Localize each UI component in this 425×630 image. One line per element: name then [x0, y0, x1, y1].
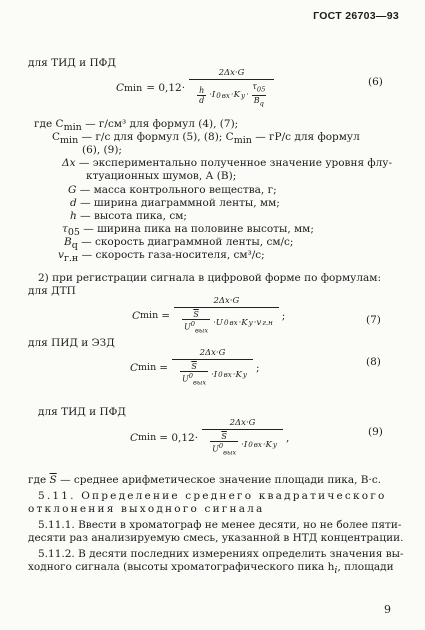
section-5-11-title-1 — [38, 490, 387, 503]
eq6-i: ·I — [209, 90, 216, 101]
eq8-i: ·I — [211, 369, 218, 380]
eq6-b — [252, 95, 266, 109]
eq7-u-sym: U — [184, 322, 191, 332]
def-sym: h — [70, 210, 77, 222]
paragraph-digital: 2) при регистрации сигнала в цифровой форме по формулам: — [38, 272, 381, 284]
eq8-fraction — [172, 348, 253, 387]
eq9-s: $\overline{S}$ — [221, 432, 227, 441]
eq6-tau — [252, 82, 265, 95]
def-g — [68, 184, 277, 197]
eq7-lhs-sub: min — [140, 310, 159, 322]
def-text: — ширина диаграммной ленты, мм; — [80, 197, 280, 209]
eq9-u-sup: 0 — [218, 442, 224, 450]
equation-8 — [130, 348, 260, 387]
eq6-tau-sym: τ — [252, 82, 257, 91]
eq6-coef: = 0,12· — [146, 82, 186, 95]
def-sym: где C — [34, 118, 64, 130]
eq8-denominator — [172, 359, 253, 387]
eq9-k-sub: у — [272, 440, 278, 450]
eq9-u — [210, 441, 238, 457]
eq6-k-sub: у — [240, 90, 246, 100]
def-s-sym: $\overline{S}$ — [49, 474, 57, 486]
eq8-equals: = — [159, 361, 169, 374]
def-sym: τ — [62, 223, 68, 235]
eq8-numerator: 2Δx·G — [199, 348, 226, 358]
eq7-v: ·v — [253, 317, 262, 328]
def-sym-sub: г.н — [63, 253, 79, 265]
eq8-lhs-sub: min — [138, 362, 157, 374]
eq9-denominator — [202, 429, 283, 457]
def-sym-sub: min — [63, 122, 82, 134]
para-5-11-2-text: ходного сигнала (высоты хроматографического пика h — [28, 561, 335, 573]
formula-intro-8: для ПИД и ЭЗД — [28, 337, 115, 349]
def-h — [70, 210, 187, 223]
def-d — [70, 197, 280, 210]
eq6-lhs: C — [116, 82, 125, 95]
def-s-text: — среднее арифметическое значение площади пика, В·с. — [56, 474, 382, 486]
eq7-u-sub: вых — [195, 326, 209, 335]
eq9-lhs-sub: min — [138, 432, 157, 444]
eq8-s: $\overline{S}$ — [191, 362, 197, 371]
eq9-equals: = 0,12· — [159, 431, 199, 444]
eq9-s-over-u — [210, 432, 238, 457]
eq8-u-sub: вых — [193, 378, 207, 387]
eq7-uvx: ·U — [213, 317, 223, 328]
equation-number-8: (8) — [366, 356, 381, 368]
para-5-11-2-line1: 5.11.2. В десяти последних измерениях определить значения вы- — [38, 548, 404, 560]
eq6-d: d — [199, 95, 205, 105]
eq6-b-sub: q — [259, 99, 264, 108]
equation-number-6: (6) — [368, 76, 383, 88]
eq8-k-sub: у — [242, 370, 247, 380]
eq7-s: $\overline{S}$ — [193, 310, 199, 319]
def-dx-cont: ктуационных шумов, А (В); — [86, 170, 237, 182]
def-sym-sub: min — [60, 135, 79, 147]
eq6-h-over-d — [197, 86, 206, 105]
def-sym: d — [70, 197, 77, 209]
section-5-11-title-2 — [28, 503, 264, 516]
def-s-where: где — [28, 474, 50, 486]
def-sym: G — [68, 184, 77, 196]
para-5-11-1-line2: десяти раз анализируемую смесь, указанной в НТД концентрации. — [28, 532, 404, 544]
eq8-i-sup: 0 — [218, 370, 223, 380]
eq8-u-sup: 0 — [188, 372, 194, 380]
page-number: 9 — [384, 603, 391, 616]
section-5-11-title-1-text: 5.11. Определение среднего квадратического — [38, 490, 387, 502]
eq9-tail: , — [286, 431, 290, 444]
eq8-u — [180, 371, 208, 387]
def-text: — экспериментально полученное значение уровня флу- — [78, 157, 393, 169]
eq7-k: ·K — [238, 317, 248, 328]
formula-intro-6: для ТИД и ПФД — [28, 57, 116, 69]
def-text: — скорость диаграммной ленты, см/с; — [81, 236, 294, 248]
eq6-numerator: 2Δx·G — [218, 68, 245, 78]
eq7-uvx-sup: 0 — [223, 318, 229, 328]
formula-intro-7: для ДТП — [28, 285, 76, 297]
eq8-i-sub: вх — [223, 370, 232, 380]
def-text: — скорость газа-носителя, см³/с; — [81, 249, 265, 261]
def-sym: C — [52, 131, 61, 143]
eq6-h: h — [199, 85, 205, 95]
eq6-fraction — [189, 68, 274, 108]
eq7-u-sup: 0 — [190, 320, 196, 328]
eq6-b-sym: B — [253, 95, 260, 105]
def-text: — масса контрольного вещества, г; — [79, 184, 277, 196]
para-5-11-1-line1: 5.11.1. Ввести в хроматограф не менее десяти, но не более пяти- — [38, 519, 402, 531]
equation-9 — [130, 418, 289, 457]
eq6-tau-over-b — [252, 82, 266, 108]
def-text: — г/см³ для формул (4), (7); — [85, 118, 239, 130]
equation-number-9: (9) — [368, 426, 383, 438]
eq9-numerator: 2Δx·G — [229, 418, 256, 428]
eq7-lhs: C — [132, 309, 141, 322]
para-5-11-2-end: , площади — [337, 561, 394, 573]
eq9-u-sym: U — [212, 444, 219, 454]
eq6-i-sup: 0 — [216, 90, 221, 100]
eq7-uvx-sub: вх — [229, 318, 238, 328]
eq6-dot: · — [246, 90, 249, 101]
def-vgn — [58, 249, 265, 265]
para-5-11-2-line2 — [28, 561, 394, 577]
eq7-k-sub: у — [248, 318, 253, 328]
def-text: — г/с для формул (5), (8); C — [81, 131, 234, 143]
eq7-v-sub: г.н — [262, 318, 273, 328]
def-sym: Δx — [62, 157, 76, 169]
def-sym-sub: q — [71, 240, 78, 252]
def-text: — высота пика, см; — [80, 210, 187, 222]
equation-number-7: (7) — [366, 314, 381, 326]
def-sym: v — [58, 249, 64, 261]
def-text-end: — гР/с для формул — [255, 131, 360, 143]
eq6-i-sub: вх — [221, 90, 230, 100]
eq8-lhs: C — [130, 361, 139, 374]
eq9-i-sup: 0 — [248, 440, 253, 450]
eq9-i: ·I — [241, 439, 248, 450]
eq9-k: ·K — [262, 439, 272, 450]
equation-7 — [132, 296, 285, 335]
eq7-fraction — [174, 296, 279, 335]
eq7-s-over-u — [182, 310, 210, 335]
eq8-u-sym: U — [182, 374, 189, 384]
def-sym: B — [64, 236, 72, 248]
eq7-numerator: 2Δx·G — [213, 296, 240, 306]
def-dx — [62, 157, 392, 170]
eq6-k: ·K — [230, 90, 240, 101]
equation-6 — [116, 68, 274, 108]
def-s-mean — [28, 474, 381, 487]
document-header: ГОСТ 26703—93 — [313, 10, 399, 22]
eq8-s-over-u — [180, 362, 208, 387]
eq7-tail: ; — [281, 309, 286, 322]
eq9-fraction — [202, 418, 283, 457]
def-cmin-cont: (6), (9); — [82, 144, 122, 156]
eq8-tail: ; — [255, 361, 260, 374]
formula-intro-9: для ТИД и ПФД — [38, 406, 126, 418]
section-5-11-title-2-text: отклонения выходного сигнала — [28, 503, 265, 515]
eq9-u-sub: вых — [223, 448, 237, 457]
def-text-sub: min — [233, 135, 252, 147]
eq9-lhs: C — [130, 431, 139, 444]
eq6-denominator — [189, 79, 274, 108]
eq7-denominator — [174, 307, 279, 335]
def-text: — ширина пика на половине высоты, мм; — [83, 223, 314, 235]
eq6-lhs-sub: min — [124, 82, 143, 94]
para-5-11-2-sub: i — [334, 565, 338, 577]
eq6-tau-sub: 05 — [256, 85, 266, 94]
eq7-u — [182, 319, 210, 335]
def-sym-sub: 05 — [67, 227, 80, 239]
eq7-equals: = — [161, 309, 171, 322]
eq9-i-sub: вх — [253, 440, 262, 450]
eq8-k: ·K — [232, 369, 242, 380]
